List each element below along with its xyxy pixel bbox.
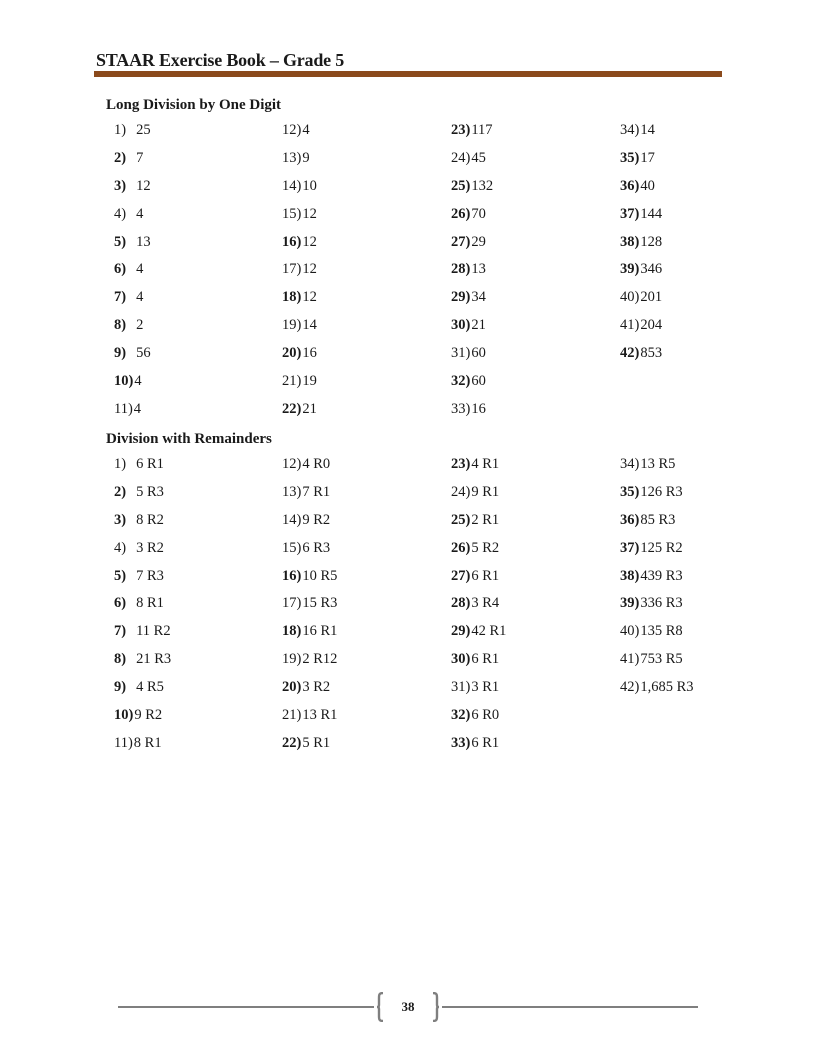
question-number: 35): [620, 483, 640, 500]
answer-item: [620, 511, 788, 539]
answer-item: [451, 594, 619, 622]
answer-item: [114, 205, 282, 233]
answer-item: [282, 372, 450, 400]
footer-rule-left: [118, 1006, 374, 1008]
section-division-with-remainders: [106, 429, 694, 751]
answer-item: [282, 288, 450, 316]
question-number: 6): [114, 595, 127, 612]
question-number: 42): [620, 679, 640, 696]
answer-item: [282, 483, 450, 511]
question-number: 24): [451, 483, 471, 500]
answer-item: [620, 344, 788, 372]
question-number: 14): [282, 177, 302, 194]
question-number: 3): [114, 177, 127, 194]
answer-item: [114, 121, 282, 149]
question-number: 2): [114, 483, 127, 500]
question-number: 37): [620, 539, 640, 556]
answer-value: 12: [302, 233, 317, 250]
answer-item: [620, 678, 788, 706]
answer-item: [114, 511, 282, 539]
answer-item: [620, 567, 788, 595]
question-number: 29): [451, 289, 471, 306]
question-number: 39): [620, 595, 640, 612]
answer-value: 135 R8: [640, 623, 683, 640]
answer-value: 6 R1: [471, 567, 500, 584]
answer-value: 2 R1: [471, 511, 500, 528]
answer-item: [451, 177, 619, 205]
answer-column: [114, 121, 282, 428]
answer-item: [451, 734, 619, 762]
answer-value: 125 R2: [640, 539, 683, 556]
answer-item: [620, 149, 788, 177]
answer-value: 56: [136, 345, 151, 362]
answer-value: 42 R1: [471, 623, 507, 640]
question-number: 21): [282, 373, 302, 390]
answer-value: 117: [471, 122, 493, 138]
question-number: 13): [282, 483, 302, 500]
answer-value: 19: [302, 373, 317, 390]
answer-value: 13: [136, 233, 151, 250]
question-number: 41): [620, 317, 640, 334]
answer-value: 3 R2: [136, 539, 164, 556]
answer-value: 6 R3: [302, 539, 331, 556]
answer-item: [451, 149, 619, 177]
answer-item: [451, 622, 619, 650]
answer-value: 13: [471, 261, 486, 278]
answer-item: [114, 678, 282, 706]
question-number: 23): [451, 122, 471, 138]
answer-column: [282, 121, 450, 428]
answer-value: 9 R2: [134, 707, 163, 724]
question-number: 22): [282, 400, 302, 417]
answer-item: [451, 511, 619, 539]
answer-item: [282, 678, 450, 706]
answer-value: 853: [640, 345, 663, 362]
answer-value: 201: [640, 289, 663, 306]
answer-item: [451, 372, 619, 400]
question-number: 36): [620, 177, 640, 194]
answer-column: [620, 455, 788, 706]
answer-item: [114, 344, 282, 372]
question-number: 20): [282, 679, 302, 696]
question-number: 8): [114, 317, 127, 334]
answer-value: 3 R2: [302, 679, 331, 696]
section-title: Division with Remainders: [106, 431, 272, 447]
answer-item: [620, 539, 788, 567]
question-number: 30): [451, 651, 471, 668]
answer-item: [114, 316, 282, 344]
answer-value: 7: [136, 149, 144, 166]
answer-value: 70: [471, 205, 486, 222]
answer-value: 753 R5: [640, 651, 683, 668]
answer-item: [451, 539, 619, 567]
answer-value: 8 R2: [136, 511, 164, 528]
answer-value: 2: [136, 317, 144, 334]
answer-item: [620, 594, 788, 622]
answer-item: [620, 121, 788, 149]
answer-value: 11 R2: [136, 623, 171, 640]
question-number: 12): [282, 456, 302, 472]
answer-item: [114, 594, 282, 622]
answer-value: 21 R3: [136, 651, 172, 668]
question-number: 38): [620, 567, 640, 584]
question-number: 11): [114, 734, 133, 751]
question-number: 34): [620, 122, 640, 138]
question-number: 7): [114, 623, 127, 640]
answer-value: 439 R3: [640, 567, 683, 584]
question-number: 33): [451, 734, 471, 751]
answer-value: 5 R2: [471, 539, 500, 556]
right-bracket-icon: [432, 992, 440, 1022]
answer-value: 10: [302, 177, 317, 194]
answer-item: [282, 650, 450, 678]
answer-value: 4: [302, 122, 310, 138]
question-number: 19): [282, 651, 302, 668]
question-number: 16): [282, 567, 302, 584]
answer-value: 25: [136, 122, 151, 138]
answer-item: [282, 149, 450, 177]
question-number: 18): [282, 289, 302, 306]
answer-value: 14: [640, 122, 655, 138]
answer-value: 12: [302, 289, 317, 306]
answer-value: 9 R2: [302, 511, 331, 528]
question-number: 28): [451, 261, 471, 278]
answer-item: [114, 400, 282, 428]
left-bracket-icon: [376, 992, 384, 1022]
answer-value: 85 R3: [640, 511, 676, 528]
answer-item: [282, 734, 450, 762]
answer-value: 1,685 R3: [640, 679, 694, 696]
answer-value: 4: [136, 205, 144, 222]
answer-column: [620, 121, 788, 372]
answer-column: [451, 455, 619, 762]
page-number: 38: [401, 999, 415, 1014]
answer-value: 4 R5: [136, 679, 164, 696]
question-number: 10): [114, 373, 134, 390]
question-number: 4): [114, 205, 127, 222]
answer-item: [282, 121, 450, 149]
answer-value: 13 R1: [302, 707, 338, 724]
question-number: 17): [282, 261, 302, 278]
answer-value: 12: [136, 177, 151, 194]
answer-item: [620, 622, 788, 650]
answer-value: 8 R1: [136, 595, 164, 612]
answer-column: [451, 121, 619, 428]
question-number: 1): [114, 456, 127, 472]
question-number: 9): [114, 679, 127, 696]
section-long-division: [106, 95, 663, 417]
answer-value: 5 R3: [136, 483, 164, 500]
question-number: 3): [114, 511, 127, 528]
answer-value: 34: [471, 289, 486, 306]
answer-item: [282, 539, 450, 567]
question-number: 23): [451, 456, 471, 472]
question-number: 9): [114, 345, 127, 362]
answer-item: [114, 539, 282, 567]
answer-value: 132: [471, 177, 494, 194]
answer-value: 4: [136, 261, 144, 278]
question-number: 21): [282, 707, 302, 724]
question-number: 28): [451, 595, 471, 612]
question-number: 36): [620, 511, 640, 528]
answer-item: [282, 594, 450, 622]
question-number: 2): [114, 149, 127, 166]
question-number: 31): [451, 679, 471, 696]
answer-item: [282, 233, 450, 261]
question-number: 13): [282, 149, 302, 166]
answer-column: [114, 455, 282, 762]
answer-value: 9 R1: [471, 483, 500, 500]
answer-value: 16: [471, 400, 486, 417]
answer-item: [282, 316, 450, 344]
answer-value: 6 R1: [471, 651, 500, 668]
footer-rule-right: [442, 1006, 698, 1008]
question-number: 12): [282, 122, 302, 138]
question-number: 32): [451, 707, 471, 724]
question-number: 30): [451, 317, 471, 334]
answer-item: [451, 260, 619, 288]
answer-item: [620, 455, 788, 483]
question-number: 31): [451, 345, 471, 362]
answer-item: [114, 706, 282, 734]
question-number: 15): [282, 539, 302, 556]
answer-value: 4 R1: [471, 456, 500, 472]
answer-item: [114, 288, 282, 316]
answer-item: [620, 288, 788, 316]
answer-item: [620, 177, 788, 205]
question-number: 27): [451, 233, 471, 250]
answer-item: [282, 400, 450, 428]
question-number: 25): [451, 511, 471, 528]
answer-value: 4: [136, 289, 144, 306]
question-number: 16): [282, 233, 302, 250]
question-number: 22): [282, 734, 302, 751]
answer-value: 14: [302, 317, 317, 334]
answer-value: 128: [640, 233, 663, 250]
page-header-title: STAAR Exercise Book – Grade 5: [96, 50, 345, 70]
answer-value: 16 R1: [302, 623, 338, 640]
answer-value: 40: [640, 177, 655, 194]
question-number: 34): [620, 456, 640, 472]
question-number: 5): [114, 233, 127, 250]
question-number: 17): [282, 595, 302, 612]
answer-value: 2 R12: [302, 651, 338, 668]
answer-value: 346: [640, 261, 663, 278]
question-number: 8): [114, 651, 127, 668]
answer-value: 5 R1: [302, 734, 331, 751]
question-number: 1): [114, 122, 127, 138]
question-number: 32): [451, 373, 471, 390]
answer-value: 4 R0: [302, 456, 331, 472]
answer-value: 204: [640, 317, 663, 334]
question-number: 29): [451, 623, 471, 640]
answer-value: 336 R3: [640, 595, 683, 612]
answer-value: 7 R1: [302, 483, 331, 500]
answer-item: [114, 622, 282, 650]
question-number: 38): [620, 233, 640, 250]
answer-column: [282, 455, 450, 762]
question-number: 18): [282, 623, 302, 640]
section-title: Long Division by One Digit: [106, 97, 282, 113]
question-number: 6): [114, 261, 127, 278]
question-number: 4): [114, 539, 127, 556]
question-number: 26): [451, 205, 471, 222]
answer-value: 3 R1: [471, 679, 500, 696]
answer-value: 21: [471, 317, 486, 334]
question-number: 42): [620, 345, 640, 362]
answer-item: [451, 706, 619, 734]
answer-item: [620, 316, 788, 344]
answer-item: [114, 567, 282, 595]
answer-item: [114, 233, 282, 261]
answer-value: 12: [302, 205, 317, 222]
answer-value: 12: [302, 261, 317, 278]
question-number: 40): [620, 623, 640, 640]
answer-value: 17: [640, 149, 655, 166]
question-number: 5): [114, 567, 127, 584]
answer-value: 126 R3: [640, 483, 683, 500]
answer-item: [114, 483, 282, 511]
answer-item: [451, 205, 619, 233]
answer-value: 29: [471, 233, 486, 250]
answer-item: [451, 316, 619, 344]
answer-value: 60: [471, 345, 486, 362]
answer-item: [451, 455, 619, 483]
answer-item: [114, 149, 282, 177]
answer-value: 15 R3: [302, 595, 338, 612]
answer-item: [114, 372, 282, 400]
question-number: 26): [451, 539, 471, 556]
question-number: 11): [114, 400, 133, 417]
question-number: 7): [114, 289, 127, 306]
answer-value: 144: [640, 205, 663, 222]
question-number: 27): [451, 567, 471, 584]
answer-item: [282, 205, 450, 233]
question-number: 33): [451, 400, 471, 417]
question-number: 15): [282, 205, 302, 222]
answer-item: [114, 734, 282, 762]
answer-item: [620, 650, 788, 678]
answer-item: [282, 622, 450, 650]
answer-item: [451, 400, 619, 428]
answer-item: [451, 567, 619, 595]
answer-item: [282, 260, 450, 288]
answer-value: 21: [302, 400, 317, 417]
question-number: 39): [620, 261, 640, 278]
answer-item: [114, 650, 282, 678]
answer-item: [620, 483, 788, 511]
answer-value: 6 R0: [471, 707, 500, 724]
answer-value: 10 R5: [302, 567, 338, 584]
answer-item: [282, 455, 450, 483]
question-number: 10): [114, 707, 134, 724]
answer-item: [451, 344, 619, 372]
answer-value: 4: [133, 400, 142, 417]
answer-item: [620, 260, 788, 288]
question-number: 41): [620, 651, 640, 668]
question-number: 14): [282, 511, 302, 528]
answer-item: [282, 344, 450, 372]
answer-value: 3 R4: [471, 595, 500, 612]
question-number: 20): [282, 345, 302, 362]
question-number: 35): [620, 149, 640, 166]
answer-value: 13 R5: [640, 456, 676, 472]
answer-item: [451, 121, 619, 149]
answer-value: 8 R1: [133, 734, 162, 751]
answer-value: 6 R1: [136, 456, 164, 472]
answer-item: [451, 288, 619, 316]
answer-item: [620, 205, 788, 233]
answer-item: [114, 177, 282, 205]
answer-value: 7 R3: [136, 567, 164, 584]
answer-value: 45: [471, 149, 486, 166]
question-number: 40): [620, 289, 640, 306]
answer-item: [114, 455, 282, 483]
question-number: 25): [451, 177, 471, 194]
question-number: 24): [451, 149, 471, 166]
answer-item: [282, 706, 450, 734]
answer-value: 16: [302, 345, 317, 362]
answer-value: 60: [471, 373, 486, 390]
answer-item: [451, 678, 619, 706]
answer-item: [451, 233, 619, 261]
answer-item: [451, 483, 619, 511]
question-number: 19): [282, 317, 302, 334]
question-number: 37): [620, 205, 640, 222]
answer-item: [620, 233, 788, 261]
answer-value: 9: [302, 149, 310, 166]
header-rule: [94, 71, 722, 77]
answer-value: 4: [134, 373, 142, 390]
answer-item: [282, 511, 450, 539]
answer-value: 6 R1: [471, 734, 500, 751]
answer-item: [282, 567, 450, 595]
answer-item: [282, 177, 450, 205]
answer-item: [114, 260, 282, 288]
answer-item: [451, 650, 619, 678]
